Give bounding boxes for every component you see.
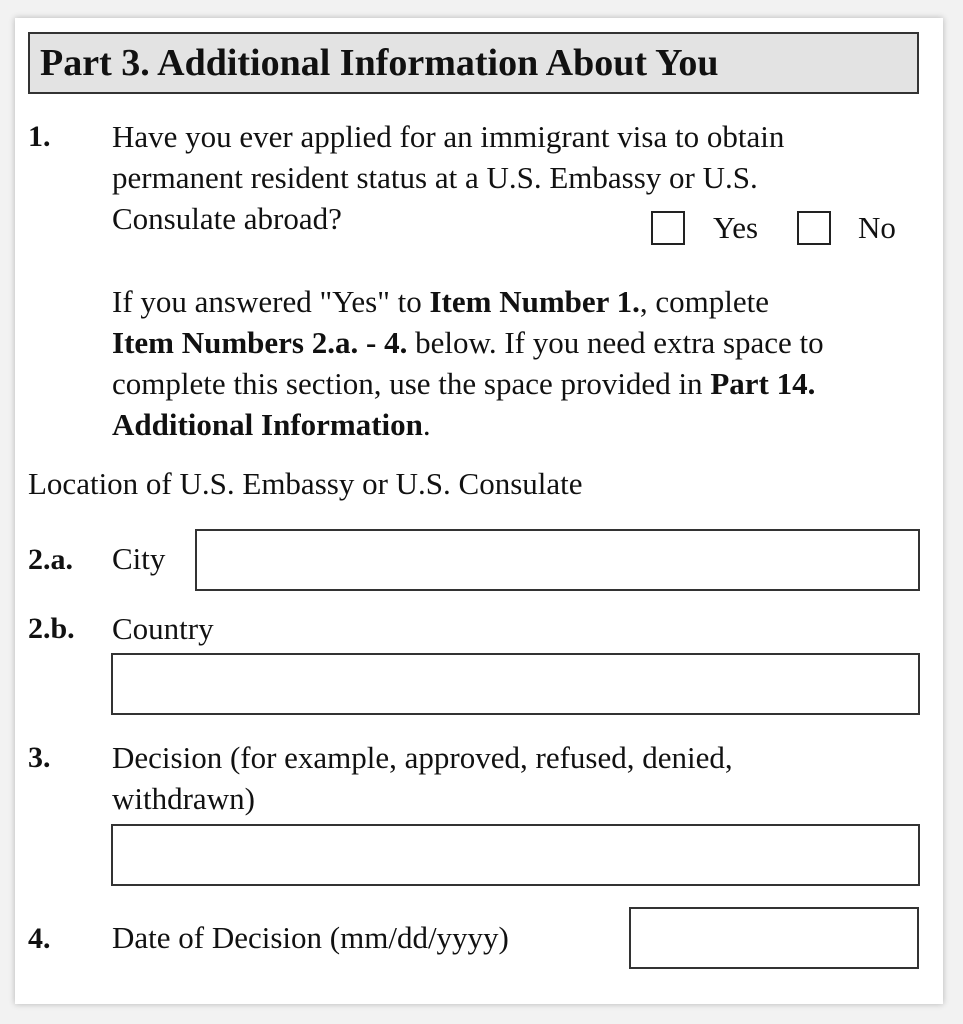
instruction-line-2 — [112, 322, 824, 363]
date-of-decision-label: Date of Decision (mm/dd/yyyy) — [112, 920, 509, 955]
instruction-text: complete this section, use the space provided in — [112, 366, 711, 401]
yes-checkbox[interactable] — [651, 211, 685, 245]
instruction-ref-items-2a-4: Item Numbers 2.a. - 4. — [112, 325, 408, 360]
country-label: Country — [112, 611, 214, 646]
item-2a-number: 2.a. — [28, 543, 73, 576]
instruction-text: , complete — [639, 284, 769, 319]
instruction-ref-additional-info: Additional Information — [112, 407, 423, 442]
item-4-number: 4. — [28, 922, 51, 955]
item-3-number: 3. — [28, 741, 51, 774]
instruction-text: below. If you need extra space to — [407, 325, 824, 360]
country-input[interactable] — [111, 653, 920, 715]
instruction-text: If you answered "Yes" to — [112, 284, 430, 319]
instruction-line-3 — [112, 363, 815, 404]
city-input[interactable] — [195, 529, 920, 591]
instruction-line-1 — [112, 281, 769, 322]
city-label: City — [112, 541, 166, 576]
decision-input[interactable] — [111, 824, 920, 886]
item-2b-number: 2.b. — [28, 612, 75, 645]
instruction-ref-part-14: Part 14. — [710, 366, 816, 401]
yes-label: Yes — [713, 210, 759, 245]
no-checkbox[interactable] — [797, 211, 831, 245]
instruction-ref-item-1: Item Number 1. — [429, 284, 640, 319]
decision-label-line-1: Decision (for example, approved, refused, denied, — [112, 740, 733, 775]
part-3-header: Part 3. Additional Information About You — [28, 32, 919, 94]
item-1-question-line-2: permanent resident status at a U.S. Embassy or U.S. — [112, 160, 758, 195]
item-1-question-line-3: Consulate abroad? — [112, 201, 342, 236]
instruction-line-4 — [112, 404, 431, 445]
instruction-text: . — [422, 407, 431, 442]
location-heading: Location of U.S. Embassy or U.S. Consulate — [28, 466, 583, 501]
no-label: No — [858, 210, 896, 245]
item-1-number: 1. — [28, 120, 51, 153]
item-1-question-line-1: Have you ever applied for an immigrant visa to obtain — [112, 119, 785, 154]
date-of-decision-input[interactable] — [629, 907, 919, 969]
decision-label-line-2: withdrawn) — [112, 781, 255, 816]
